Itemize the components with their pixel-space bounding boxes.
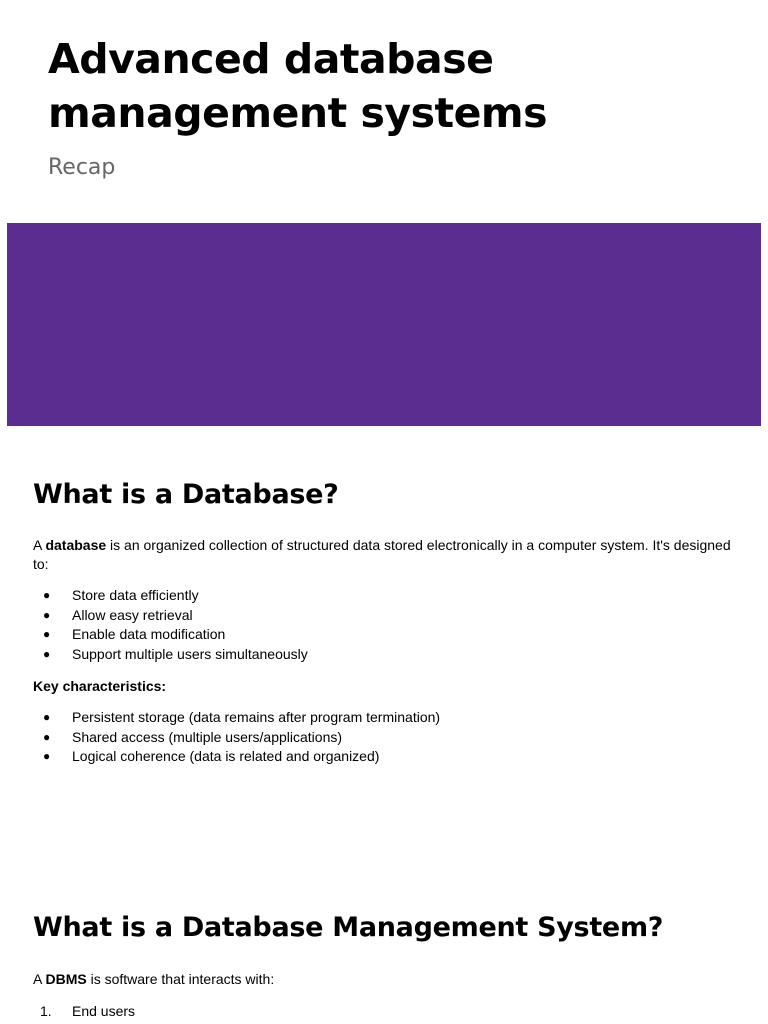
bullet-marker: ● xyxy=(43,646,51,661)
list-item-text: Support multiple users simultaneously xyxy=(72,645,308,662)
list-item xyxy=(0,728,440,748)
list-item-text: Shared access (multiple users/applications) xyxy=(72,728,343,745)
bullet-marker: ● xyxy=(43,607,51,622)
list-item xyxy=(0,586,308,606)
list-item-text: Enable data modification xyxy=(72,626,226,642)
section-heading-dbms: What is a Database Management System? xyxy=(33,912,664,943)
bullet-marker: ● xyxy=(43,710,51,724)
definition-prefix: A xyxy=(33,971,46,987)
section-heading-database: What is a Database? xyxy=(33,479,339,510)
list-item xyxy=(0,625,308,645)
definition-term: database xyxy=(45,537,107,553)
list-item xyxy=(0,708,440,728)
dbms-interactions-list xyxy=(0,1002,135,1022)
bullet-marker: ● xyxy=(43,749,51,763)
list-item-text: Persistent storage (data remains after program termination) xyxy=(72,709,441,725)
definition-text: is software that interacts with: xyxy=(86,971,275,987)
definition-term: DBMS xyxy=(45,971,87,987)
definition-prefix: A xyxy=(33,537,46,553)
bullet-marker: ● xyxy=(43,729,51,744)
list-item-text: Store data efficiently xyxy=(72,587,199,603)
bullet-marker: ● xyxy=(43,588,51,602)
list-item-text: Logical coherence (data is related and organized) xyxy=(72,748,380,764)
list-item xyxy=(0,1002,135,1022)
purpose-list xyxy=(0,586,308,664)
bullet-marker: ● xyxy=(43,627,51,641)
page-subtitle: Recap xyxy=(48,155,116,180)
list-item-text: End users xyxy=(72,1003,136,1019)
list-item xyxy=(0,645,308,665)
characteristics-list xyxy=(0,708,440,767)
list-item xyxy=(0,747,440,767)
page-title: Advanced database management systems xyxy=(48,35,548,137)
header-banner xyxy=(7,223,761,426)
list-item-text: Allow easy retrieval xyxy=(72,606,193,623)
database-definition xyxy=(33,536,733,574)
definition-text: is an organized collection of structured data stored electronically in a computer system. It's designed to: xyxy=(33,537,731,572)
dbms-definition xyxy=(33,970,733,989)
characteristics-label: Key characteristics: xyxy=(33,678,167,694)
list-item xyxy=(0,606,308,626)
number-marker: 1. xyxy=(40,1003,52,1019)
